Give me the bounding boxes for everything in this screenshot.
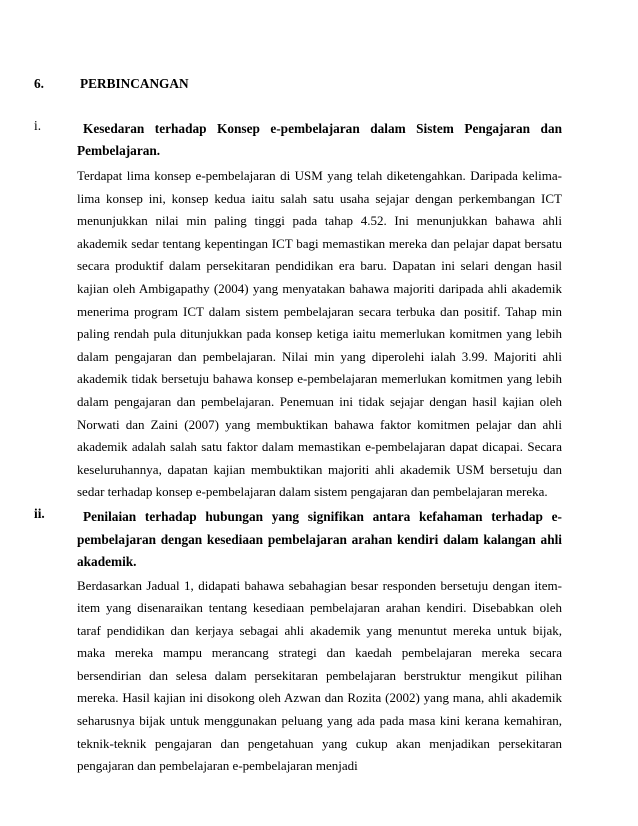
subsection-1 [34,118,562,504]
subsection-paragraph: Berdasarkan Jadual 1, didapati bahawa sebahagian besar responden bersetuju dengan item-item yang disenaraikan tentang kesediaan pembelajaran arahan kendiri. Disebabkan oleh taraf pendidikan dan kerjaya sebagai ahli akademik yang menuntut mereka untuk bijak, maka mereka mampu merancang strategi dan kaedah pembelajaran mereka secara bersendirian dan selesa dalam persekitaran pembelajaran berstruktur mengikut pilihan mereka. Hasil kajian ini disokong oleh Azwan dan Rozita (2002) yang mana, ahli akademik seharusnya bijak untuk menggunakan peluang yang ada pada masa kini kerana kemahiran, teknik-teknik pengajaran dan pengetahuan yang cukup akan menjadikan persekitaran pengajaran dan pembelajaran e-pembelajaran menjadi [77,577,562,774]
subsection-title: Kesedaran terhadap Konsep e-pembelajaran dalam Sistem Pengajaran dan Pembelajaran. [77,121,562,158]
section-title: PERBINCANGAN [80,76,189,91]
section-heading [34,76,189,92]
subsection-paragraph: Terdapat lima konsep e-pembelajaran di USM yang telah diketengahkan. Daripada kelima-lima konsep ini, konsep kedua iaitu salah satu usaha sejajar dengan perkembangan ICT menunjukkan nilai min paling tinggi pada tahap 4.52. Ini menunjukkan bahawa ahli akademik sedar tentang kepentingan ICT bagi memastikan mereka dan pelajar dapat bersatu secara produktif dalam persekitaran pendidikan era baru. Dapatan ini selari dengan hasil kajian oleh Ambigapathy (2004) yang menyatakan bahawa majoriti daripada ahli akademik menerima program ICT dalam sistem pembelajaran secara terbuka dan positif. Tahap min paling rendah pula ditunjukkan pada konsep ketiga iaitu memerlukan komitmen yang lebih dalam pengajaran dan pembelajaran. Nilai min yang diperolehi ialah 3.99. Majoriti ahli akademik tidak bersetuju bahawa konsep e-pembelajaran memerlukan komitmen yang lebih dalam pengajaran dan pembelajaran. Penemuan ini tidak sejajar dengan hasil kajian oleh Norwati dan Zaini (2007) yang membuktikan bahawa faktor komitmen pelajar dan ahli akademik adalah salah satu faktor dalam memastikan e-pembelajaran dapat dicapai. Secara keseluruhannya, dapatan kajian membuktikan majoriti ahli akademik USM bersetuju dan sedar terhadap konsep e-pembelajaran dalam sistem pengajaran dan pembelajaran mereka. [77,168,562,500]
subsection-number: ii. [34,506,45,521]
subsection-2 [34,506,562,778]
subsection-number: i. [34,118,42,133]
subsection-title: Penilaian terhadap hubungan yang signifikan antara kefahaman terhadap e-pembelajaran dengan kesediaan pembelajaran arahan kendiri dalam kalangan ahli akademik. [77,509,562,569]
section-number: 6. [34,76,44,91]
